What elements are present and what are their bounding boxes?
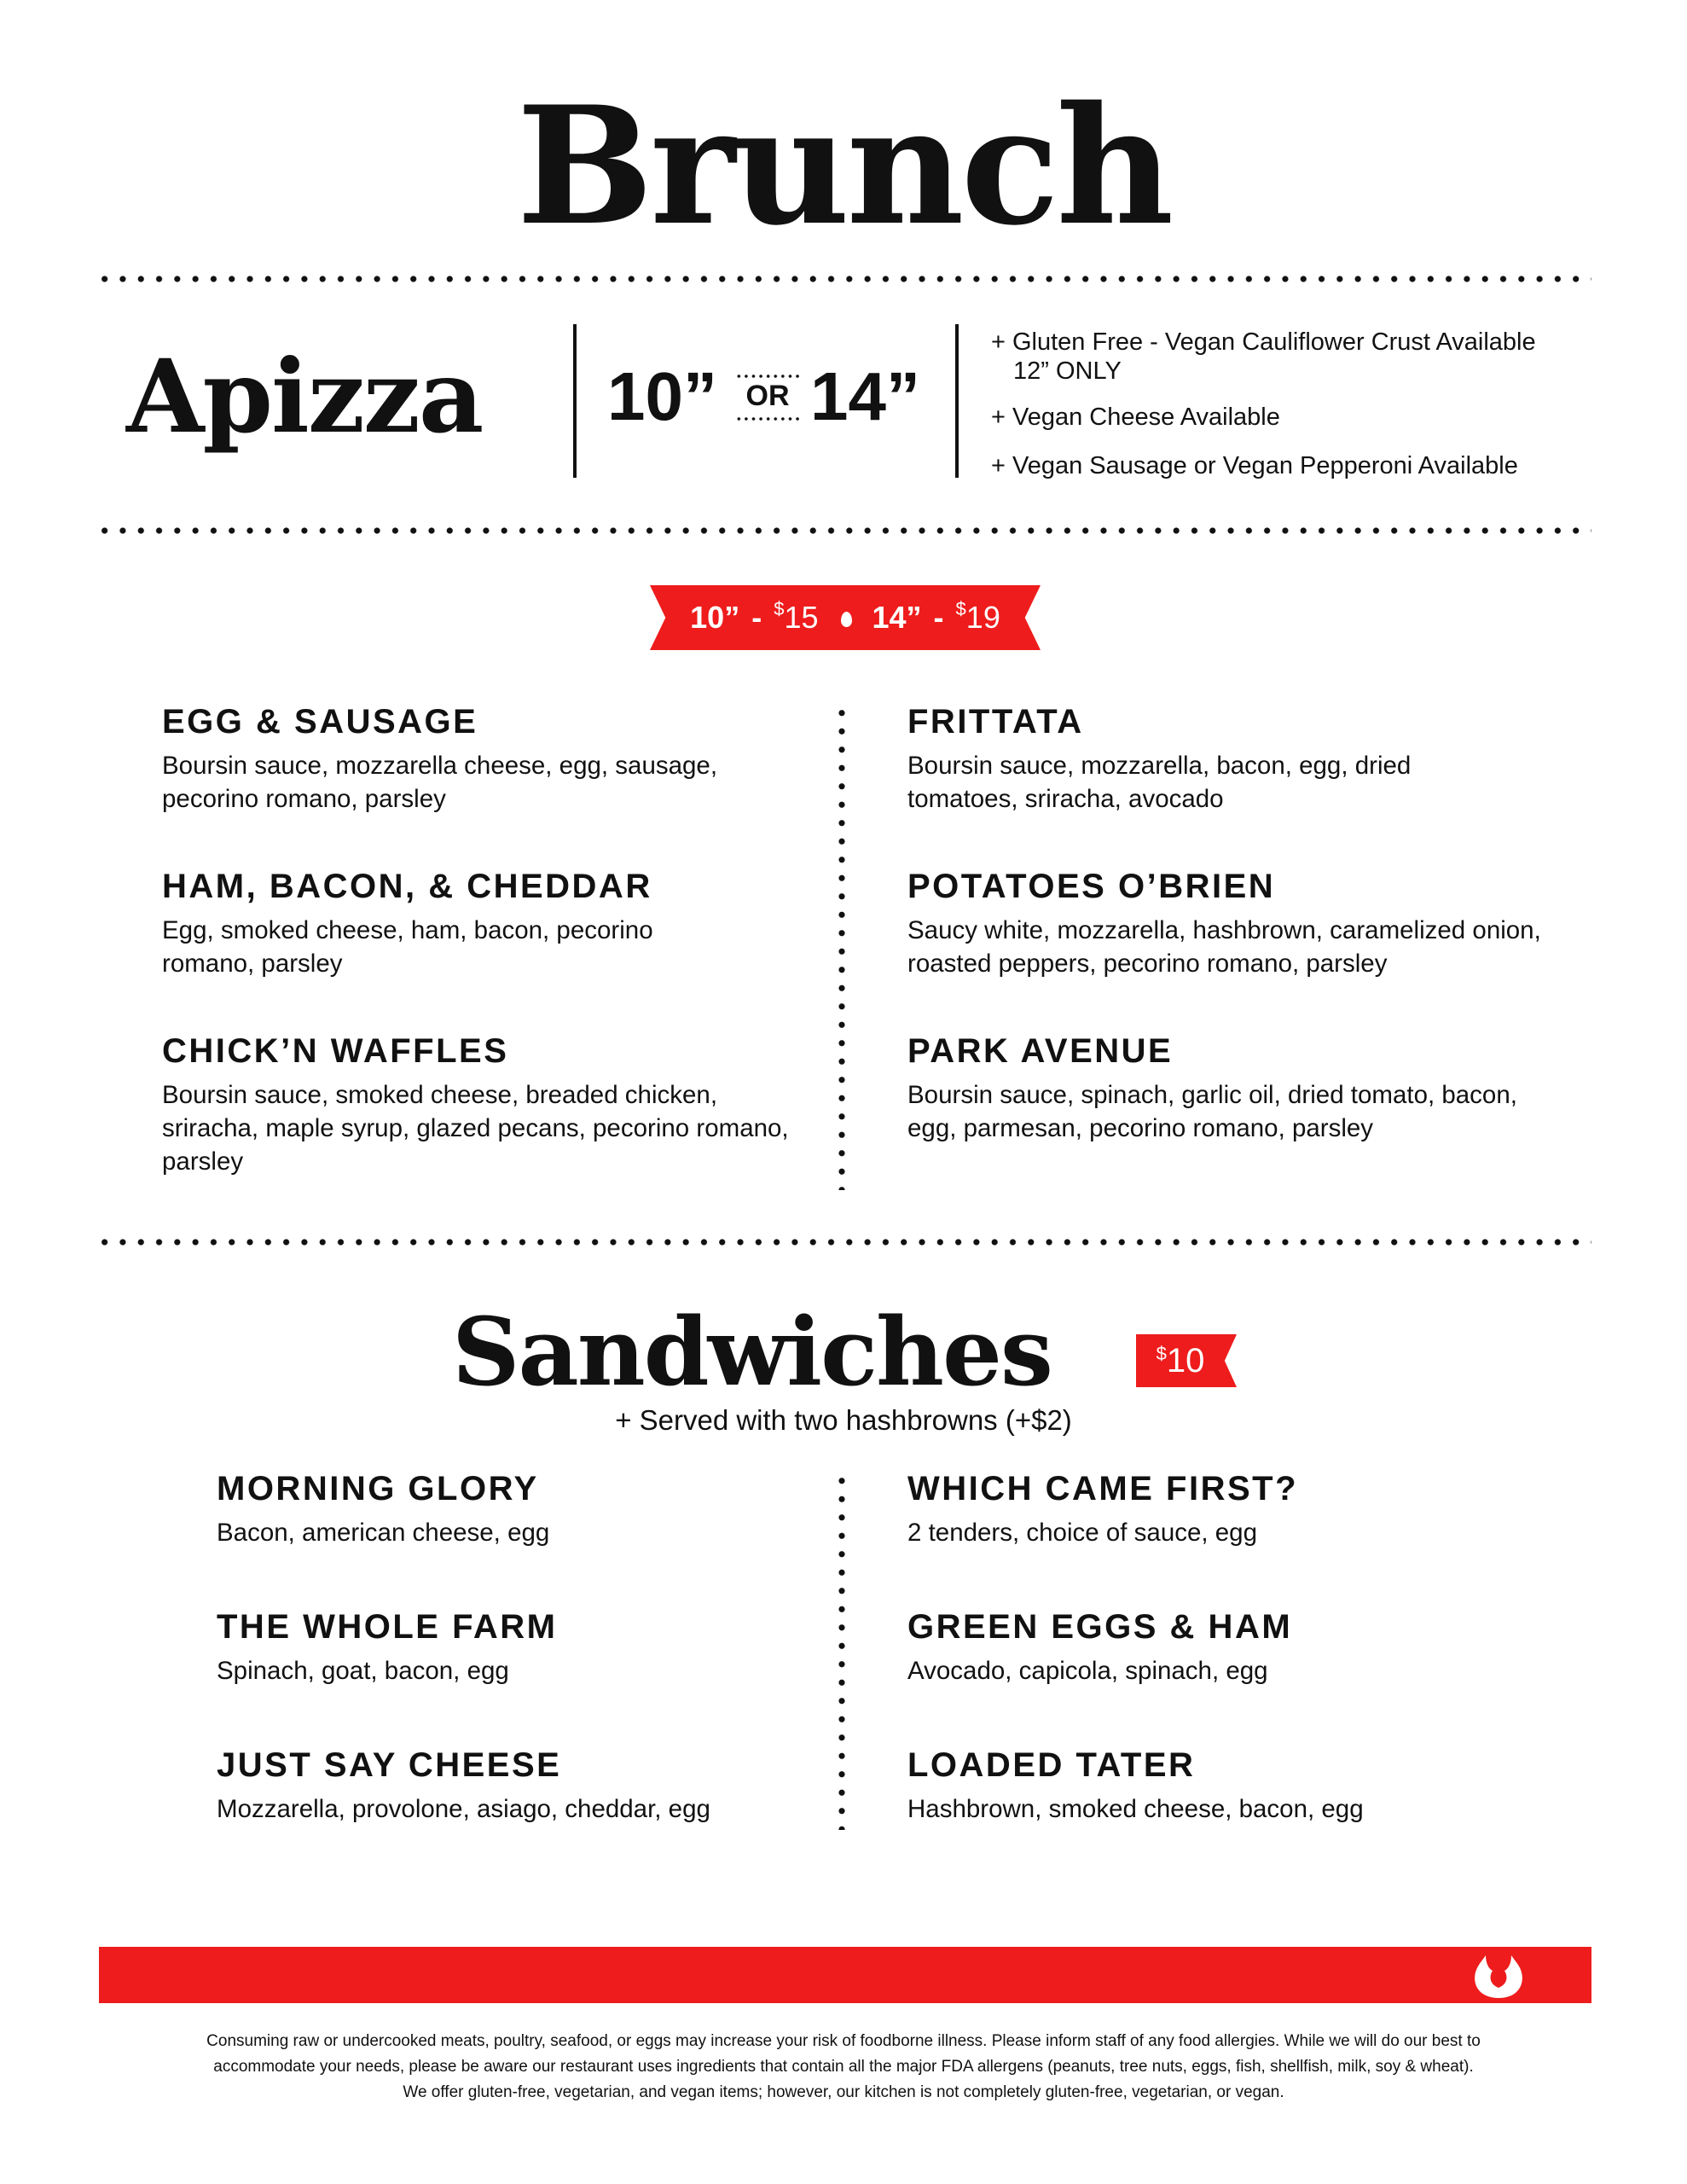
sandwich-price-text [1136,1334,1225,1387]
item-desc: Boursin sauce, mozzarella, bacon, egg, dried tomatoes, sriracha, avocado [907,752,1412,813]
option-vegan-cheese: + Vegan Cheese Available [991,404,1280,431]
price-small-size: 10” [690,600,740,635]
divider-vertical-1 [573,324,577,478]
price-large-size: 14” [872,600,922,635]
item-desc: Boursin sauce, mozzarella cheese, egg, sausage, pecorino romano, parsley [162,752,718,813]
item-desc: Egg, smoked cheese, ham, bacon, pecorino romano, parsley [162,916,653,978]
column-divider-apizza [838,704,845,1190]
price-banner-text [650,585,1041,650]
item-name: POTATOES O’BRIEN [907,868,1276,905]
divider-top [96,275,1591,283]
item-name: EGG & SAUSAGE [162,703,478,741]
item-name: GREEN EGGS & HAM [907,1608,1293,1646]
footer-bar [99,1947,1591,2003]
item-desc: Hashbrown, smoked cheese, bacon, egg [907,1795,1364,1823]
flame-horns-icon [1460,1947,1537,2003]
item-name: HAM, BACON, & CHEDDAR [162,868,652,905]
sandwich-price-value: 10 [1166,1341,1205,1380]
option-gluten-free-note: 12” ONLY [1013,357,1122,385]
item-name: PARK AVENUE [907,1032,1174,1070]
droplet-icon [841,612,852,627]
disclaimer-line: We offer gluten-free, vegetarian, and vegan items; however, our kitchen is not completely gluten-free, vegetarian, or vegan. [403,2083,1284,2101]
item-desc: Spinach, goat, bacon, egg [217,1657,509,1685]
item-desc: Boursin sauce, smoked cheese, breaded chicken, sriracha, maple syrup, glazed pecans, pecorino romano, parsley [162,1081,789,1176]
item-name: MORNING GLORY [217,1470,539,1507]
item-name: FRITTATA [907,703,1084,741]
or-dots-bottom [735,416,802,421]
price-separator: - [751,600,762,635]
item-name: JUST SAY CHEESE [217,1746,562,1784]
page-title: Brunch [516,71,1171,261]
sandwiches-subtitle: + Served with two hashbrowns (+$2) [615,1404,1072,1436]
item-desc: Mozzarella, provolone, asiago, cheddar, egg [217,1795,710,1823]
price-large-dollar: $ [955,598,966,619]
item-name: WHICH CAME FIRST? [907,1470,1299,1507]
item-desc: Boursin sauce, spinach, garlic oil, dried tomato, bacon, egg, parmesan, pecorino romano, parsley [907,1081,1517,1142]
sandwiches-title: Sandwiches [452,1297,1052,1407]
price-separator: - [933,600,944,635]
item-name: CHICK’N WAFFLES [162,1032,509,1070]
item-name: LOADED TATER [907,1746,1196,1784]
divider-bottom [96,1238,1591,1246]
size-or: OR [745,380,790,412]
divider-middle [96,526,1591,535]
item-desc: Bacon, american cheese, egg [217,1519,550,1547]
option-vegan-meat: + Vegan Sausage or Vegan Pepperoni Available [991,452,1518,479]
divider-vertical-2 [955,324,959,478]
size-large: 14” [810,358,920,434]
size-small: 10” [607,358,717,434]
price-small-value: 15 [784,600,819,635]
disclaimer-line: accommodate your needs, please be aware our restaurant uses ingredients that contain all the major FDA allergens (peanuts, tree nuts, eggs, fish, shellfish, milk, soy & wheat). [213,2058,1474,2076]
sandwich-price-dollar: $ [1156,1343,1167,1364]
price-small-dollar: $ [774,598,785,619]
allergen-disclaimer [85,2029,1602,2106]
option-gluten-free: + Gluten Free - Vegan Cauliflower Crust Available [991,328,1536,356]
item-name: THE WHOLE FARM [217,1608,558,1646]
disclaimer-line: Consuming raw or undercooked meats, poultry, seafood, or eggs may increase your risk of foodborne illness. Please inform staff of any food allergies. While we will do our best to [206,2032,1481,2050]
item-desc: 2 tenders, choice of sauce, egg [907,1519,1257,1547]
price-large-value: 19 [965,600,1000,635]
apizza-title: Apizza [126,337,483,456]
item-desc: Saucy white, mozzarella, hashbrown, caramelized onion, roasted peppers, pecorino romano, parsley [907,916,1541,978]
item-desc: Avocado, capicola, spinach, egg [907,1657,1268,1685]
